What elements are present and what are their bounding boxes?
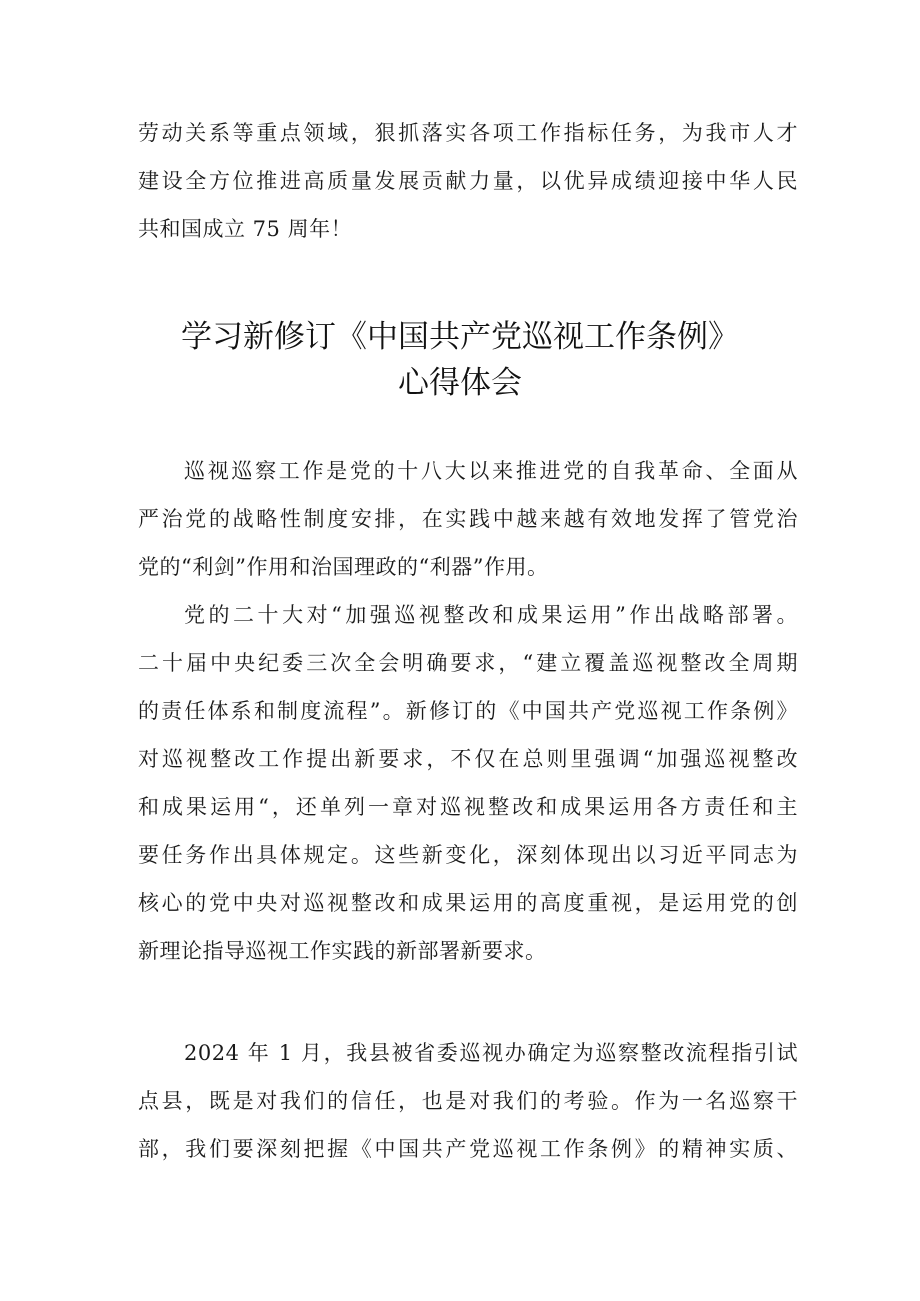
- paragraph-3-line-1: 2024 年 1 月，我县被省委巡视办确定为巡察整改流程指引试: [184, 1041, 798, 1065]
- paragraph-2-line-2: 二十届中央纪委三次全会明确要求，“建立覆盖巡视整改全周期: [138, 651, 798, 675]
- paragraph-2-line-8: 新理论指导巡视工作实践的新部署新要求。: [138, 939, 547, 963]
- paragraph-2-line-1: 党的二十大对“加强巡视整改和成果运用”作出战略部署。: [184, 603, 798, 627]
- paragraph-2-line-6: 要任务作出具体规定。这些新变化，深刻体现出以习近平同志为: [138, 843, 798, 867]
- intro-line-2: 建设全方位推进高质量发展贡献力量，以优异成绩迎接中华人民: [138, 169, 798, 193]
- paragraph-1-line-1: 巡视巡察工作是党的十八大以来推进党的自我革命、全面从: [184, 459, 798, 483]
- article-title-line-1: 学习新修订《中国共产党巡视工作条例》: [181, 319, 739, 355]
- article-title-line-2: 心得体会: [398, 365, 522, 401]
- paragraph-1-line-2: 严治党的战略性制度安排，在实践中越来越有效地发挥了管党治: [138, 507, 798, 531]
- intro-line-1: 劳动关系等重点领域，狠抓落实各项工作指标任务，为我市人才: [138, 121, 798, 145]
- paragraph-2-line-4: 对巡视整改工作提出新要求，不仅在总则里强调“加强巡视整改: [138, 747, 798, 771]
- paragraph-2-line-3: 的责任体系和制度流程”。新修订的《中国共产党巡视工作条例》: [138, 699, 798, 723]
- paragraph-2-line-7: 核心的党中央对巡视整改和成果运用的高度重视，是运用党的创: [138, 891, 798, 915]
- paragraph-3-line-2: 点县，既是对我们的信任，也是对我们的考验。作为一名巡察干: [138, 1089, 798, 1113]
- paragraph-3-line-3: 部，我们要深刻把握《中国共产党巡视工作条例》的精神实质、: [138, 1137, 798, 1161]
- paragraph-1-line-3: 党的“利剑”作用和治国理政的“利器”作用。: [138, 555, 549, 579]
- intro-line-3: 共和国成立 75 周年！: [138, 217, 353, 241]
- paragraph-2-line-5: 和成果运用“，还单列一章对巡视整改和成果运用各方责任和主: [138, 795, 798, 819]
